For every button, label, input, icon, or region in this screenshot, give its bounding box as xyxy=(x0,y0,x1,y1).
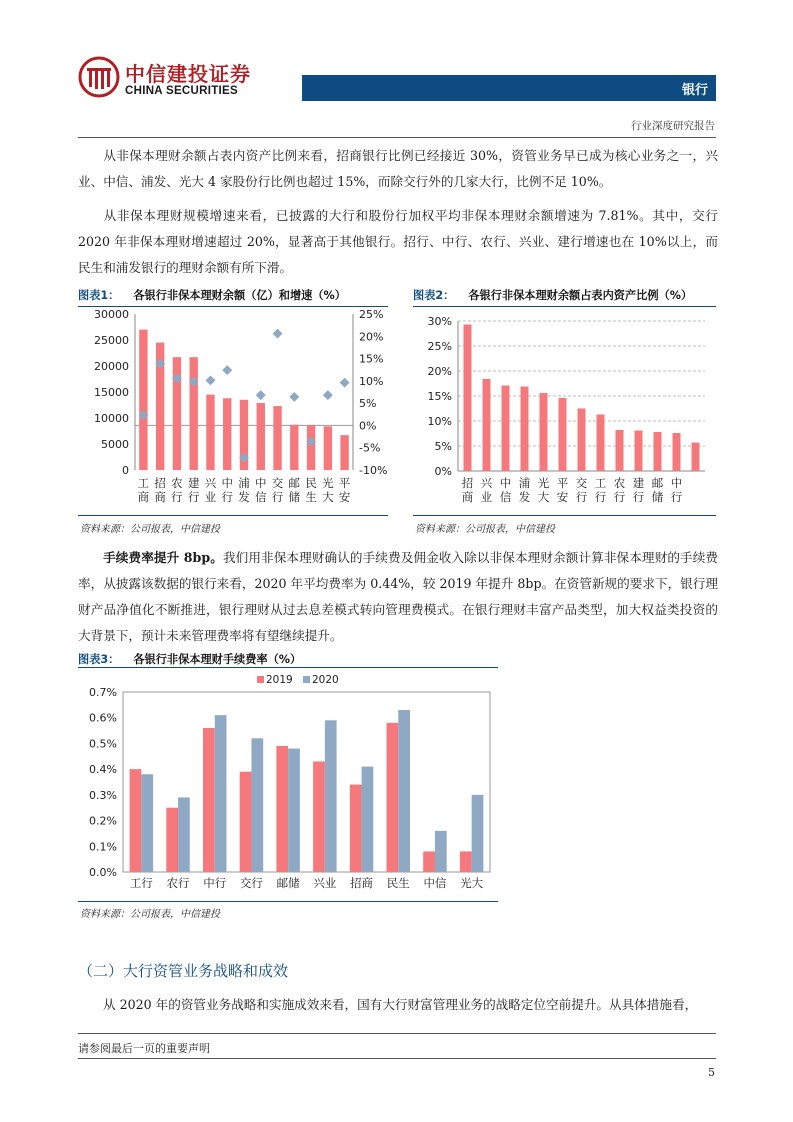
bar-balance xyxy=(190,357,198,470)
y-left-tick-label: 25000 xyxy=(94,334,129,347)
x-tick-label: 中行 xyxy=(203,876,227,890)
x-tick-label: 浦 xyxy=(238,476,250,490)
y-left-tick-label: 15000 xyxy=(94,386,129,399)
bar-balance xyxy=(139,330,147,470)
bar-2020 xyxy=(178,797,190,872)
x-tick-label: 农行 xyxy=(166,876,190,890)
legend-swatch xyxy=(303,676,310,683)
y-left-tick-label: 5000 xyxy=(101,438,129,451)
bar-2019 xyxy=(203,728,215,872)
y-tick-label: 25% xyxy=(427,340,452,353)
x-tick-label: 交 xyxy=(271,476,284,490)
paragraph-2: 从非保本理财规模增速来看，已披露的大行和股份行加权平均非保本理财余额增速为 7.81%。其中，交行 2020 年非保本理财增速超过 20%，显著高于其他银行。招行、中行、农行、兴业、建行增速也在 10%以上，而民生和浦发银行的理财余额有所下滑。 xyxy=(78,208,718,275)
y-tick-label: 0.4% xyxy=(89,763,117,777)
x-tick-label: 商 xyxy=(154,490,166,504)
y-left-tick-label: 30000 xyxy=(94,308,129,321)
figure-2-rule xyxy=(413,306,716,307)
point-growth xyxy=(323,390,333,400)
x-tick-label: 交 xyxy=(575,476,588,490)
logo-mark-icon xyxy=(78,56,120,98)
x-tick-label: 发 xyxy=(238,490,250,504)
bar-2019 xyxy=(240,772,252,872)
y-tick-label: 0.7% xyxy=(89,686,117,699)
figure-2-bottom-rule xyxy=(413,515,716,516)
bar-2019 xyxy=(166,808,178,872)
report-type: 行业深度研究报告 xyxy=(631,120,715,132)
bar-balance xyxy=(223,398,231,470)
x-tick-label: 行 xyxy=(171,490,183,504)
y-tick-label: 30% xyxy=(427,315,452,328)
bar-balance xyxy=(307,425,315,470)
bar-balance xyxy=(340,435,348,470)
bar-2019 xyxy=(276,746,288,872)
x-tick-label: 储 xyxy=(651,490,664,504)
bar-ratio xyxy=(464,325,472,472)
x-tick-label: 行 xyxy=(575,490,588,504)
x-tick-label: 招 xyxy=(154,476,166,490)
x-tick-label: 行 xyxy=(613,490,626,504)
bar-balance xyxy=(290,425,298,470)
y-tick-label: 0.2% xyxy=(89,814,117,828)
bar-balance xyxy=(206,395,214,470)
paragraph-3: 手续费率提升 8bp。我们用非保本理财确认的手续费及佣金收入除以非保本理财余额计算非保本理财的手续费率，从披露该数据的银行来看，2020 年平均费率为 0.44%，较 2019 年提升 8bp。在资管新规的要求下，银行理财产品净值化不断推进，银行理财从过去息差模式转向管理费模式。在银行理财丰富产品类型，加大权益类投资的大背景下，预计未来管理费率将有望继续提升。 xyxy=(78,550,719,643)
y-right-tick-label: 20% xyxy=(359,330,384,344)
figure-1-chart xyxy=(78,308,388,513)
bar-ratio xyxy=(654,432,662,471)
x-tick-label: 邮 xyxy=(288,476,301,490)
x-tick-label: 民生 xyxy=(386,876,410,890)
x-tick-label: 储 xyxy=(288,490,301,504)
company-logo xyxy=(78,56,251,102)
x-tick-label: 中 xyxy=(670,476,683,490)
x-tick-label: 行 xyxy=(632,490,645,504)
y-tick-label: 20% xyxy=(427,365,452,378)
x-tick-label: 光 xyxy=(537,476,550,490)
bar-ratio xyxy=(502,386,510,472)
x-tick-label: 中 xyxy=(255,476,267,490)
bar-ratio xyxy=(521,387,529,472)
x-tick-label: 生 xyxy=(305,490,317,504)
y-tick-label: 10% xyxy=(427,415,452,428)
bar-ratio xyxy=(673,433,681,471)
x-tick-label: 招商 xyxy=(350,876,374,890)
figure-3-bottom-rule xyxy=(78,901,498,902)
bar-2019 xyxy=(130,769,142,872)
x-tick-label: 浦 xyxy=(518,476,531,490)
figure-3-source: 资料来源：公司报表，中信建投 xyxy=(80,909,220,920)
x-tick-label: 大 xyxy=(322,490,334,504)
x-tick-label: 平 xyxy=(338,476,351,490)
x-tick-label: 邮 xyxy=(651,476,664,490)
bar-2019 xyxy=(387,723,399,872)
bar-ratio xyxy=(559,398,567,471)
industry-banner xyxy=(302,75,716,101)
legend-swatch xyxy=(257,676,264,683)
x-tick-label: 信 xyxy=(499,490,512,504)
x-tick-label: 安 xyxy=(556,490,569,504)
figure-3-chart xyxy=(78,668,498,900)
y-tick-label: 5% xyxy=(434,440,452,453)
x-tick-label: 行 xyxy=(187,490,200,504)
point-growth xyxy=(273,329,283,339)
footer-divider-2 xyxy=(78,1058,716,1059)
y-right-tick-label: 5% xyxy=(359,397,377,411)
bar-2020 xyxy=(251,738,263,872)
legend-label: 2019 xyxy=(266,674,293,686)
bar-balance xyxy=(273,406,281,470)
bar-ratio xyxy=(692,443,700,472)
y-tick-label: 0.1% xyxy=(89,840,117,854)
x-tick-label: 行 xyxy=(670,490,683,504)
y-right-tick-label: -5% xyxy=(359,441,381,455)
x-tick-label: 建 xyxy=(632,476,645,490)
y-tick-label: 0% xyxy=(434,465,452,478)
bar-2020 xyxy=(398,710,410,872)
y-tick-label: 0.6% xyxy=(89,711,117,725)
bar-ratio xyxy=(578,409,586,472)
bar-2020 xyxy=(141,774,153,872)
bar-balance xyxy=(324,426,332,470)
y-tick-label: 0.5% xyxy=(89,737,117,751)
y-right-tick-label: 10% xyxy=(359,374,384,388)
paragraph-1: 从非保本理财余额占表内资产比例来看，招商银行比例已经接近 30%，资管业务早已成为核心业务之一，兴业、中信、浦发、光大 4 家股份行比例也超过 15%，而除交行外的几家大行，比例不足 10%。 xyxy=(78,148,718,189)
bar-ratio xyxy=(540,393,548,471)
point-growth xyxy=(289,392,299,402)
x-tick-label: 中 xyxy=(499,476,512,490)
x-tick-label: 建 xyxy=(187,476,200,490)
y-left-tick-label: 10000 xyxy=(94,412,129,425)
figure-1-bottom-rule xyxy=(78,515,388,516)
x-tick-label: 工 xyxy=(594,476,607,490)
y-tick-label: 0.3% xyxy=(89,788,117,802)
x-tick-label: 交行 xyxy=(239,876,263,890)
bar-2020 xyxy=(325,720,337,872)
x-tick-label: 兴业 xyxy=(313,876,337,890)
x-tick-label: 兴 xyxy=(480,476,493,490)
bar-2019 xyxy=(423,851,435,872)
x-tick-label: 光大 xyxy=(460,876,484,890)
legend-label: 2020 xyxy=(312,674,339,686)
point-growth xyxy=(222,365,232,375)
y-tick-label: 15% xyxy=(427,390,452,403)
logo-chinese-name: 中信建投证券 xyxy=(125,62,251,86)
bar-2020 xyxy=(472,795,484,872)
paragraph-4: 从 2020 年的资管业务战略和实施成效来看，国有大行财富管理业务的战略定位空前提升。从具体措施看， xyxy=(103,997,698,1012)
x-tick-label: 商 xyxy=(461,490,474,504)
x-tick-label: 业 xyxy=(204,490,217,504)
bar-balance xyxy=(257,403,265,470)
y-right-tick-label: 15% xyxy=(359,352,384,366)
x-tick-label: 招 xyxy=(461,476,474,490)
y-tick-label: 0.0% xyxy=(89,866,117,879)
y-left-tick-label: 20000 xyxy=(94,360,129,373)
bar-2020 xyxy=(435,831,447,872)
x-tick-label: 信 xyxy=(255,490,267,504)
x-tick-label: 光 xyxy=(322,476,334,490)
x-tick-label: 工 xyxy=(137,476,150,490)
x-tick-label: 行 xyxy=(271,490,284,504)
figure-1-rule xyxy=(78,306,388,307)
bar-2020 xyxy=(215,715,227,872)
y-right-tick-label: -10% xyxy=(359,464,388,477)
bar-2019 xyxy=(350,785,362,872)
point-growth xyxy=(256,390,266,400)
y-right-tick-label: 0% xyxy=(359,419,377,433)
bar-ratio xyxy=(616,430,624,471)
point-growth xyxy=(206,375,216,385)
x-tick-label: 大 xyxy=(537,490,550,504)
x-tick-label: 平 xyxy=(556,476,569,490)
x-tick-label: 邮储 xyxy=(276,876,300,890)
y-right-tick-label: 25% xyxy=(359,308,384,321)
x-tick-label: 农 xyxy=(171,476,183,490)
figure-2-chart xyxy=(413,308,716,513)
x-tick-label: 工行 xyxy=(129,876,153,890)
x-tick-label: 商 xyxy=(137,490,150,504)
page-number: 5 xyxy=(708,1066,715,1079)
bar-2020 xyxy=(362,767,374,872)
x-tick-label: 行 xyxy=(221,490,233,504)
x-tick-label: 安 xyxy=(338,490,351,504)
figure-1-source: 资料来源：公司报表，中信建投 xyxy=(80,524,220,535)
figure-3-title: 图表3： 各银行非保本理财手续费率（%） xyxy=(78,653,302,666)
footer-divider xyxy=(78,1033,716,1034)
logo-english-name: CHINA SECURITIES xyxy=(125,85,238,97)
bar-2019 xyxy=(460,851,472,872)
x-tick-label: 农 xyxy=(613,476,626,490)
bar-ratio xyxy=(597,415,605,472)
x-tick-label: 民 xyxy=(305,476,317,490)
figure-1-title: 图表1： 各银行非保本理财余额（亿）和增速（%） xyxy=(78,289,346,302)
x-tick-label: 行 xyxy=(594,490,607,504)
bar-ratio xyxy=(483,379,491,471)
section-heading: （二）大行资管业务战略和成效 xyxy=(78,962,289,980)
x-tick-label: 发 xyxy=(518,490,531,504)
figure-2-title: 图表2： 各银行非保本理财余额占表内资产比例（%） xyxy=(413,289,693,302)
x-tick-label: 兴 xyxy=(204,476,217,490)
y-left-tick-label: 0 xyxy=(122,464,129,477)
disclaimer-note: 请参阅最后一页的重要声明 xyxy=(78,1042,210,1055)
bar-2020 xyxy=(288,749,300,872)
point-growth xyxy=(340,378,350,388)
x-tick-label: 中 xyxy=(221,476,233,490)
figure-2-source: 资料来源：公司报表，中信建投 xyxy=(415,524,555,535)
industry-label: 银行 xyxy=(681,83,708,98)
bar-2019 xyxy=(313,761,325,872)
x-tick-label: 中信 xyxy=(423,876,447,890)
x-tick-label: 业 xyxy=(480,490,493,504)
bar-ratio xyxy=(635,431,643,472)
header-divider xyxy=(78,137,716,138)
